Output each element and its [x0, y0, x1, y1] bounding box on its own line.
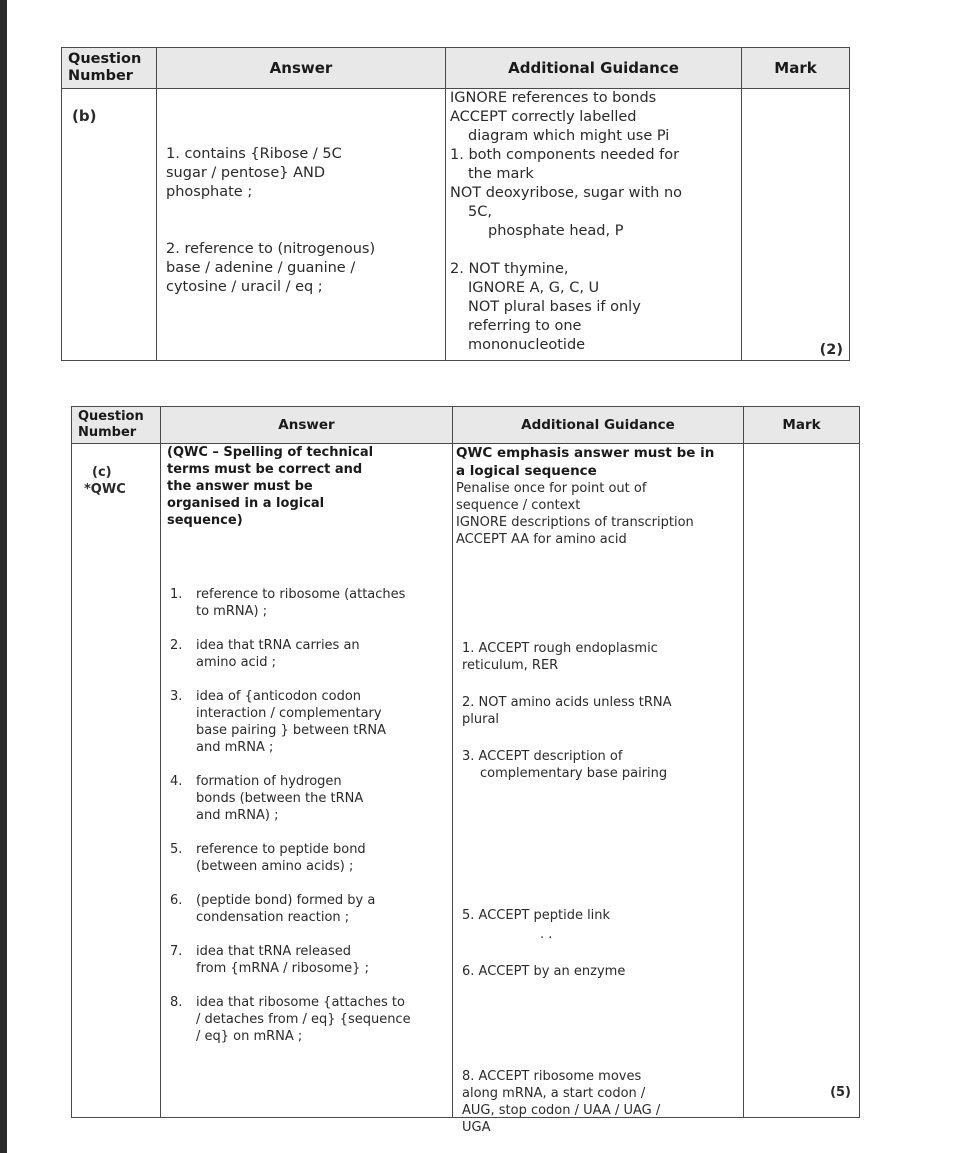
answer-point-2: 2. reference to (nitrogenous) base / adenine / guanine / cytosine / uracil / eq ;: [166, 241, 376, 295]
guidance-text: IGNORE references to bonds ACCEPT correctly labelled diagram which might use Pi 1. both components needed for the mark NOT deoxyribose, sugar with no 5C, phosphate head, P 2. NOT thymine, IGNORE A, G, C, U NOT plural bases if only referring to one mononucleotide: [450, 90, 683, 353]
answer-point-7: 7. idea that tRNA released from {mRNA / ribosome} ;: [170, 944, 369, 976]
answer-point-5: 5. reference to peptide bond (between amino acids) ;: [170, 842, 366, 874]
guidance-cell: [446, 89, 742, 361]
answer-point-2: 2. idea that tRNA carries an amino acid ;: [170, 638, 360, 670]
answer-point-3: 3. idea of {anticodon codon interaction / complementary base pairing } between tRNA and mRNA ;: [170, 689, 387, 755]
header-question-number: Question Number: [62, 48, 157, 89]
header-mark: Mark: [742, 48, 850, 89]
guidance-point-3: 3. ACCEPT description of complementary base pairing: [462, 749, 668, 781]
mark-value: (2): [819, 342, 843, 358]
table-header-row: [72, 407, 860, 444]
qwc-guidance-notes: Penalise once for point out of sequence / context IGNORE descriptions of transcription ACCEPT AA for amino acid: [456, 481, 694, 547]
mark-scheme-table-c: [71, 406, 860, 1135]
guidance-point-8: 8. ACCEPT ribosome moves along mRNA, a start codon / AUG, stop codon / UAA / UAG / UGA: [462, 1069, 661, 1135]
table-header-row: [62, 48, 850, 89]
guidance-point-6: 6. ACCEPT by an enzyme: [462, 964, 626, 979]
answer-cell: [161, 444, 453, 1118]
table-row: [62, 89, 850, 361]
qwc-instruction: (QWC – Spelling of technical terms must be correct and the answer must be organised in a logical sequence): [167, 445, 374, 528]
answer-cell: [157, 89, 446, 361]
answer-points-list: [161, 529, 452, 1045]
mark-scheme-table-b: [61, 47, 850, 361]
header-additional-guidance: Additional Guidance: [446, 48, 742, 89]
question-label: (b): [72, 107, 97, 125]
header-answer: Answer: [161, 407, 453, 444]
guidance-point-1: 1. ACCEPT rough endoplasmic reticulum, RER: [462, 641, 658, 673]
header-question-number: Question Number: [72, 407, 161, 444]
window-left-edge: [0, 0, 7, 1153]
mark-cell: [742, 89, 850, 361]
answer-point-8: 8. idea that ribosome {attaches to / detaches from / eq} {sequence / eq} on mRNA ;: [170, 995, 411, 1044]
qwc-emphasis: QWC emphasis answer must be in a logical sequence: [456, 445, 715, 479]
header-answer: Answer: [157, 48, 446, 89]
question-label: (c) *QWC: [84, 465, 126, 497]
answer-point-1: 1. contains {Ribose / 5C sugar / pentose} AND phosphate ;: [166, 146, 342, 200]
header-additional-guidance: Additional Guidance: [453, 407, 744, 444]
mark-value: (5): [830, 1085, 851, 1100]
mark-cell: [744, 444, 860, 1118]
guidance-cell: [453, 444, 744, 1135]
guidance-point-2: 2. NOT amino acids unless tRNA plural: [462, 695, 672, 727]
question-number-cell: [62, 89, 157, 361]
answer-point-6: 6. (peptide bond) formed by a condensation reaction ;: [170, 893, 376, 925]
answer-point-1: 1. reference to ribosome (attaches to mRNA) ;: [170, 587, 406, 619]
guidance-point-5: 5. ACCEPT peptide link . .: [462, 908, 611, 942]
header-mark: Mark: [744, 407, 860, 444]
answer-point-4: 4. formation of hydrogen bonds (between the tRNA and mRNA) ;: [170, 774, 364, 823]
question-number-cell: [72, 444, 161, 1118]
table-row: [72, 444, 860, 1118]
